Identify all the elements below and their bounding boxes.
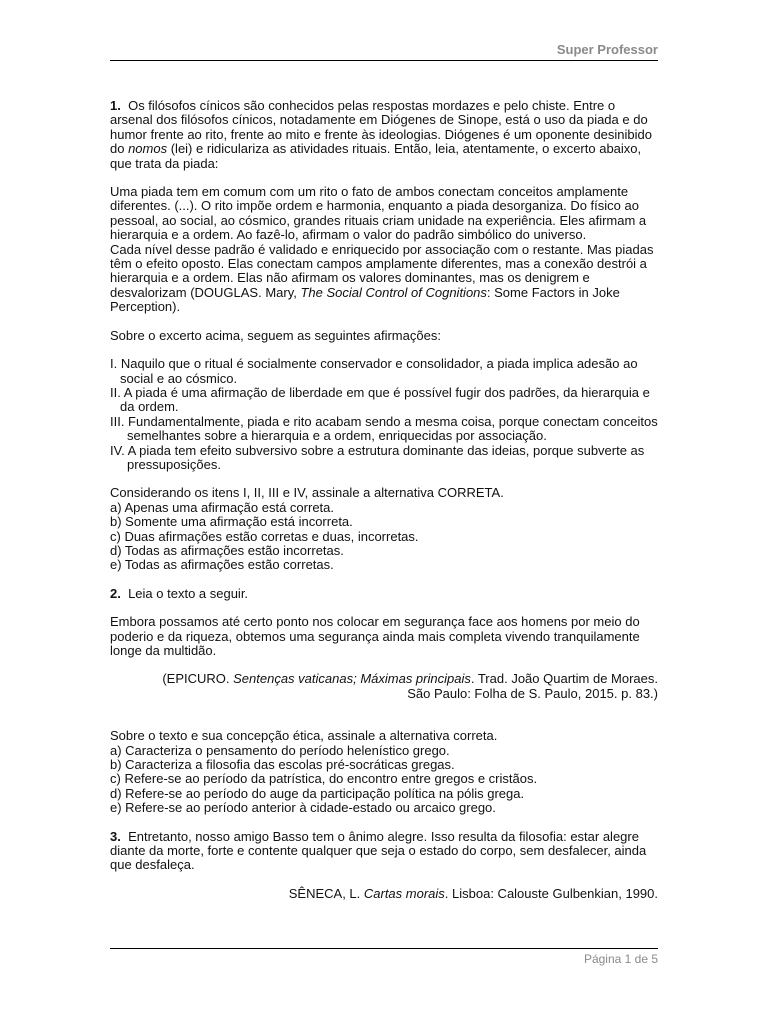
question-1-prompt: Considerando os itens I, II, III e IV, assinale a alternativa CORRETA. (110, 485, 504, 501)
document-body (110, 99, 658, 901)
citation-details: . Trad. João Quartim de Moraes. São Paulo: Folha de S. Paulo, 2015. p. 83.) (407, 671, 658, 701)
question-2-intro (110, 587, 658, 601)
footer-divider (110, 948, 658, 949)
header-brand: Super Professor (556, 42, 658, 57)
answer-option: d) Todas as afirmações estão incorretas. (110, 542, 344, 558)
answer-option: e) Todas as afirmações estão corretas. (110, 557, 334, 573)
question-1-lead: Sobre o excerto acima, seguem as seguintes afirmações: (110, 327, 441, 343)
question-2-citation (110, 672, 658, 701)
question-3-citation (110, 887, 658, 901)
statement-item: II. A piada é uma afirmação de liberdade em que é possível fugir dos padrões, da hierarquia e da ordem. (110, 384, 650, 415)
question-3-text (110, 830, 658, 873)
excerpt-text-end: : Some Factors in Joke Perception). (110, 284, 620, 315)
statement-item: IV. A piada tem efeito subversivo sobre a estrutura dominante das ideias, porque subverte as pressuposições. (110, 442, 645, 472)
excerpt-paragraph-1: Uma piada tem em comum com um rito o fato de ambos conectam conceitos amplamente diferentes. (...). O rito impõe ordem e harmonia, enquanto a piada desorganiza. Do físico ao pessoal, ao social, ao cósmico, grandes rituais criam unidade na experiência. Eles afirmam a hierarquia e a ordem. Ao fazê-lo, afirmam o valor do padrão simbólico do universo. (110, 184, 647, 243)
question-1-intro-text-end: (lei) e ridiculariza as atividades rituais. Então, leia, atentamente, o excerto abaixo, que trata da piada: (110, 141, 642, 171)
page-number: Página 1 de 5 (583, 952, 658, 966)
excerpt-book-title: The Social Control of Cognitions (300, 284, 487, 300)
answer-option: e) Refere-se ao período anterior à cidade-estado ou arcaico grego. (110, 800, 496, 816)
question-2-intro-text: Leia o texto a seguir. (128, 585, 249, 601)
question-number: 2. (110, 585, 121, 601)
question-2-text: Embora possamos até certo ponto nos colocar em segurança face aos homens por meio do poderio e da riqueza, obtemos uma segurança ainda mais completa vivendo tranquilamente longe da multidão. (110, 614, 640, 658)
answer-option: c) Duas afirmações estão corretas e duas, incorretas. (110, 528, 419, 544)
excerpt-paragraph-2 (110, 243, 658, 315)
citation-work-title: Sentenças vaticanas; Máximas principais (233, 671, 471, 687)
question-number: 1. (110, 98, 121, 113)
answer-option: a) Caracteriza o pensamento do período helenístico grego. (110, 742, 450, 758)
answer-option: a) Apenas uma afirmação está correta. (110, 499, 335, 515)
answer-option: b) Caracteriza a filosofia das escolas pré-socráticas gregas. (110, 757, 455, 773)
question-1-intro (110, 99, 658, 171)
question-3-body: Entretanto, nosso amigo Basso tem o ânimo alegre. Isso resulta da filosofia: estar alegre diante da morte, forte e contente qualquer que seja o estado do corpo, sem desfalecer, ainda que desfaleça. (110, 828, 647, 873)
citation-author: SÊNECA, L. (288, 885, 364, 901)
question-number: 3. (110, 828, 121, 844)
excerpt-text: Cada nível desse padrão é validado e enriquecido por associação com o restante. Mas piadas têm o efeito oposto. Elas conectam campos amplamente diferentes, mas a conexão destrói a hierarquia e a ordem. Elas não afirmam os valores dominantes, mas os denigrem e desvalorizam (DOUGLAS. Mary, (110, 241, 654, 300)
citation-author: (EPICURO. (162, 671, 234, 687)
statement-item: III. Fundamentalmente, piada e rito acabam sendo a mesma coisa, porque conectam conceitos semelhantes sobre a hierarquia e a ordem, enriquecidas por associação. (110, 413, 658, 444)
answer-option: d) Refere-se ao período do auge da participação política na pólis grega. (110, 785, 525, 801)
citation-details: . Lisboa: Calouste Gulbenkian, 1990. (444, 885, 658, 901)
statement-item: I. Naquilo que o ritual é socialmente conservador e consolidador, a piada implica adesão ao social e ao cósmico. (110, 356, 638, 386)
citation-work-title: Cartas morais (363, 885, 445, 901)
question-1-intro-emphasis: nomos (128, 141, 168, 157)
answer-option: b) Somente uma afirmação está incorreta. (110, 514, 353, 530)
answer-option: c) Refere-se ao período da patrística, do encontro entre gregos e cristãos. (110, 771, 538, 787)
header-divider (110, 60, 658, 61)
question-2-prompt: Sobre o texto e sua concepção ética, assinale a alternativa correta. (110, 728, 498, 744)
question-1-intro-text: Os filósofos cínicos são conhecidos pelas respostas mordazes e pelo chiste. Entre o arsenal dos filósofos cínicos, notadamente em Diógenes de Sinope, está o uso da piada e do humor frente ao rito, frente ao mito e frente às ideologias. Diógenes é um oponente desinibido do (110, 98, 653, 157)
